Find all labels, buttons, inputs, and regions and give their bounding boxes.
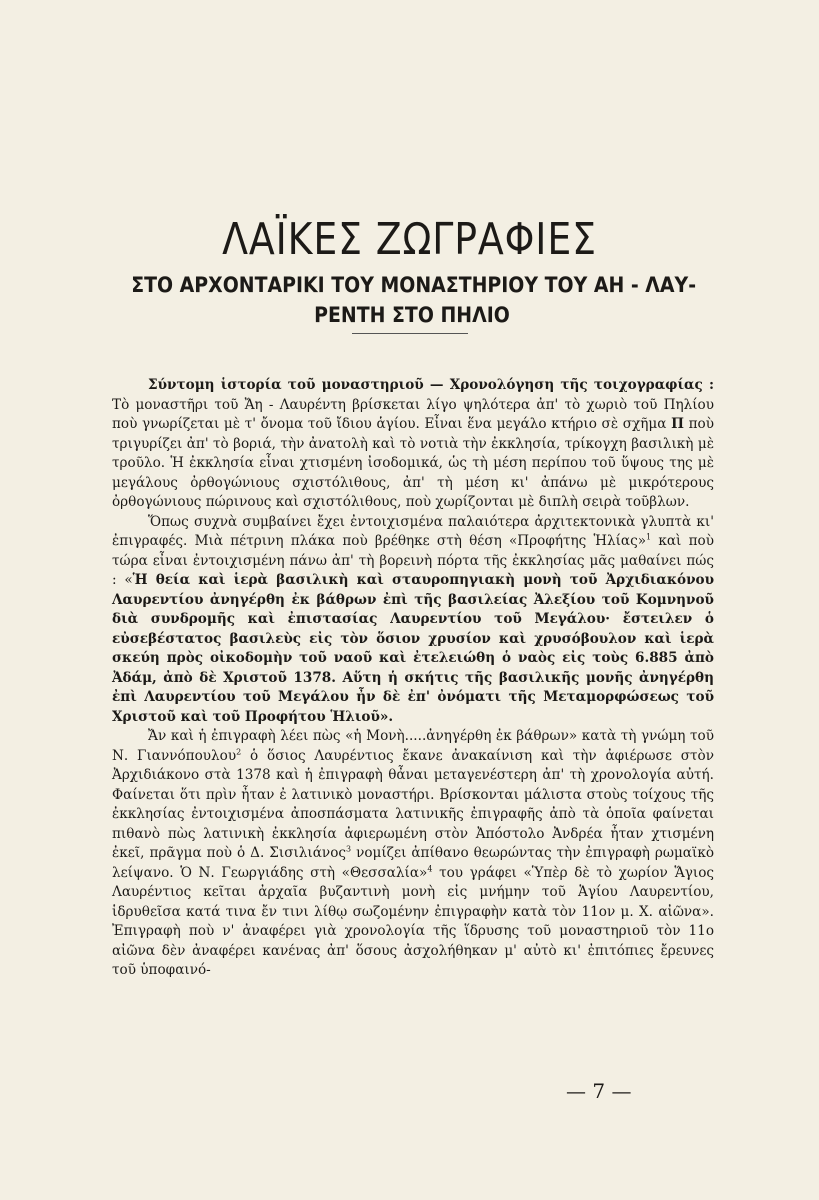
paragraph-3 — [112, 727, 714, 981]
subtitle-line-1: ΣΤΟ ΑΡΧΟΝΤΑΡΙΚΙ ΤΟΥ ΜΟΝΑΣΤΗΡΙΟΥ ΤΟΥ ΑΗ - ΛΑΥ- — [131, 273, 697, 297]
page-title: ΛΑΪΚΕΣ ΖΩΓΡΑΦΙΕΣ — [222, 214, 597, 265]
footnote-ref-4: 4 — [427, 863, 433, 873]
subtitle-line-2: ΡΕΝΤΗ ΣΤΟ ΠΗΛΙΟ — [314, 303, 510, 327]
paragraph-3-text-c: νομίζει ἀπίθανο θεωρώντας τὴν ἐπιγραφὴ ρωμαϊκὸ λείψανο. Ὁ Ν. Γεωργιάδης στὴ «Θεσσαλία» — [112, 845, 714, 881]
footnote-ref-2: 2 — [236, 746, 242, 756]
paragraph-3-text-a: Ἄν καὶ ἡ ἐπιγραφὴ λέει πὼς «ἡ Μονὴ.....ἀνηγέρθη ἐκ βάθρων» κατὰ τὴ γνώμη τοῦ Ν. Γιαννόπουλου — [112, 728, 714, 764]
paragraph-1-text-a: Τὸ μοναστῆρι τοῦ Ἄη - Λαυρέντη βρίσκεται λίγο ψηλότερα ἀπ' τὸ χωριὸ τοῦ Πηλίου ποὺ γνωρίζεται μὲ τ' ὄνομα τοῦ ἴδιου ἁγίου. Εἶναι ἕνα μεγάλο κτήριο σὲ σχῆμα — [112, 396, 714, 432]
footnote-ref-3: 3 — [346, 844, 352, 854]
paragraph-2-text-b: καὶ ποὺ τώρα εἶναι ἐντοιχισμένη πάνω ἀπ' τὴ βορεινὴ πόρτα τῆς ἐκκλησίας μᾶς μαθαίνει πώς : « — [112, 533, 714, 588]
paragraph-3-text-d: του γράφει «Ὑπὲρ δὲ τὸ χωρίον Ἅγιος Λαυρέντιος κεῖται ἀρχαῖα βυζαντινὴ μονὴ εἰς μνήμην τοῦ Ἁγίου Λαυρεντίου, ἱδρυθεῖσα κατά τινα ἔν τινι λίθῳ σωζομένην ἐπιγραφὴν κατὰ τὸν 11ον μ. Χ. αἰῶνα». Ἐπιγραφὴ ποὺ ν' ἀναφέρει γιὰ χρονολογία τῆς ἵδρυσης τοῦ μοναστηριοῦ τὸν 11ο αἰῶνα δὲν ἀναφέρει κανένας ἀπ' ὅσους ἀσχολήθηκαν μ' αὐτὸ κι' ἐπιτόπιες ἔρευνες τοῦ ὑποφαινό- — [112, 864, 714, 978]
footnote-ref-1: 1 — [646, 532, 652, 542]
section-heading: Σύντομη ἱστορία τοῦ μοναστηριοῦ — Χρονολόγηση τῆς τοιχογραφίας : — [148, 377, 714, 393]
paragraph-2-text-a: Ὅπως συχνὰ συμβαίνει ἔχει ἐντοιχισμένα παλαιότερα ἀρχιτεκτονικὰ γλυπτὰ κι' ἐπιγραφές. Μιὰ πέτρινη πλάκα ποὺ βρέθηκε στὴ θέση «Προφήτης Ἡλίας» — [112, 513, 714, 549]
body-text — [112, 376, 714, 981]
paragraph-1-text-b: ποὺ τριγυρίζει ἀπ' τὸ βοριά, τὴν ἀνατολὴ καὶ τὸ νοτιὰ τὴν ἐκκλησία, τρίκογχη βασιλικὴ μὲ τροῦλο. Ἡ ἐκκλησία εἶναι χτισμένη ἰσοδομικά, ὡς τὴ μέση περίπου τοῦ ὕψους της μὲ μεγάλους ὀρθογώνιους σχιστόλιθους, ἀπ' τὴ μέση κι' ἀπάνω μὲ μικρότερους ὀρθογώνιους πώρινους καὶ σχιστόλιθους, ποὺ χωρίζονται μὲ διπλὴ σειρὰ τοῦβλων. — [112, 416, 714, 510]
pi-shape-glyph: Π — [671, 416, 684, 432]
page-number: — 7 — — [566, 1079, 632, 1103]
title-divider — [352, 333, 468, 334]
paragraph-2 — [112, 513, 714, 728]
page-subtitle — [100, 270, 724, 330]
inscription-quote: Ἡ θεία καὶ ἱερὰ βασιλικὴ καὶ σταυροπηγιακὴ μονὴ τοῦ Ἀρχιδιακόνου Λαυρεντίου ἀνηγέρθη ἐκ βάθρων ἐπὶ τῆς βασιλείας Ἀλεξίου τοῦ Κομνηνοῦ διὰ συνδρομῆς καὶ ἐπιστασίας Λαυρεντίου τοῦ Μεγάλου· ἔστειλεν ὁ εὐσεβέστατος βασιλεὺς εἰς τὸν ὅσιον χρυσίον καὶ χρυσόβουλον καὶ ἱερὰ σκεύη πρὸς οἰκοδομὴν τοῦ ναοῦ καὶ ἐτελειώθη ὁ ναὸς εἰς τοὺς 6.885 ἀπὸ Ἀδάμ, ἀπὸ δὲ Χριστοῦ 1378. Αὕτη ἡ σκήτις τῆς βασιλικῆς μονῆς ἀνηγέρθη ἐπὶ Λαυρεντίου τοῦ Μεγάλου ἦν δὲ ἐπ' ὀνόματι τῆς Μεταμορφώσεως τοῦ Χριστοῦ καὶ τοῦ Προφήτου Ἡλιοῦ». — [112, 572, 715, 725]
paragraph-1 — [112, 376, 714, 513]
paragraph-3-text-b: ὁ ὅσιος Λαυρέντιος ἔκανε ἀνακαίνιση καὶ τὴν ἀφιέρωσε στὸν Ἀρχιδιάκονο στὰ 1378 καὶ ἡ ἐπιγραφὴ θἆναι μεταγενέστερη ἀπ' τὴ χρονολογία αὐτή. Φαίνεται ὅτι πρὶν ἦταν ἐ λατινικὸ μοναστήρι. Βρίσκονται μάλιστα στοὺς τοίχους τῆς ἐκκλησίας ἐντοιχισμένα ἀποσπάσματα λατινικῆς ἐπιγραφῆς ἀπὸ τὰ ὁποῖα φαίνεται πιθανὸ πὼς λατινικὴ ἐκκλησία ἀφιερωμένη στὸν Ἀπόστολο Ἀνδρέα ἦταν χτισμένη ἐκεῖ, πρᾶγμα ποὺ ὁ Δ. Σισιλιάνος — [112, 747, 715, 861]
